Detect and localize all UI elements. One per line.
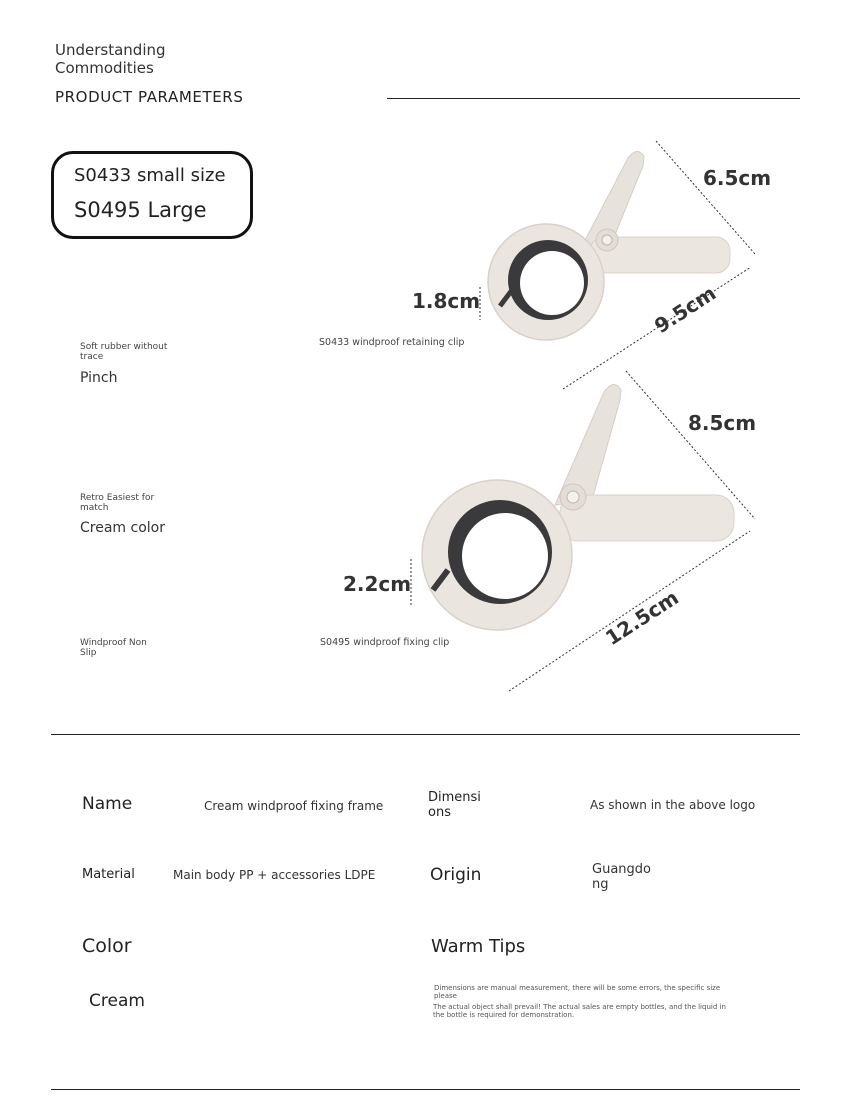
size-large-label: S0495 Large [74, 198, 207, 222]
material-label: Material [82, 867, 135, 882]
header-title-line1: Understanding [55, 41, 166, 59]
tips-line-1: Dimensions are manual measurement, there will be some errors, the specific size please [434, 984, 721, 1000]
feature-3-tagline: Windproof Non Slip [80, 638, 147, 658]
small-thickness-label: 1.8cm [412, 289, 481, 313]
dimensions-value: As shown in the above logo [590, 798, 756, 812]
bottom-divider [51, 1089, 800, 1090]
header-title-line2: Commodities [55, 59, 154, 77]
origin-value: Guangdong [592, 862, 651, 892]
color-value: Cream [89, 991, 145, 1011]
large-length-label: 12.5cm [601, 585, 683, 651]
feature-1-tagline: Soft rubber without trace [80, 342, 168, 362]
feature-2-tagline: Retro Easiest for match [80, 493, 155, 513]
large-thickness-label: 2.2cm [343, 572, 412, 596]
header-subtitle: PRODUCT PARAMETERS [55, 88, 244, 106]
small-height-label: 6.5cm [703, 166, 772, 190]
origin-label: Origin [430, 865, 482, 885]
large-clip-caption: S0495 windproof fixing clip [320, 637, 450, 648]
small-clip-caption: S0433 windproof retaining clip [319, 337, 465, 348]
large-height-label: 8.5cm [688, 411, 757, 435]
section-divider [51, 734, 800, 735]
feature-2-title: Cream color [80, 520, 165, 536]
size-small-label: S0433 small size [74, 165, 226, 186]
tips-line-2: The actual object shall prevail! The actual sales are empty bottles, and the liquid in the bottle is required for demonstration. [433, 1003, 726, 1019]
tips-label: Warm Tips [431, 936, 526, 957]
small-length-label: 9.5cm [650, 280, 721, 339]
name-label: Name [82, 794, 133, 814]
name-value: Cream windproof fixing frame [204, 799, 384, 813]
feature-1-title: Pinch [80, 370, 118, 386]
material-value: Main body PP + accessories LDPE [173, 868, 376, 882]
dimensions-label: Dimensions [428, 790, 481, 820]
color-label: Color [82, 935, 132, 957]
